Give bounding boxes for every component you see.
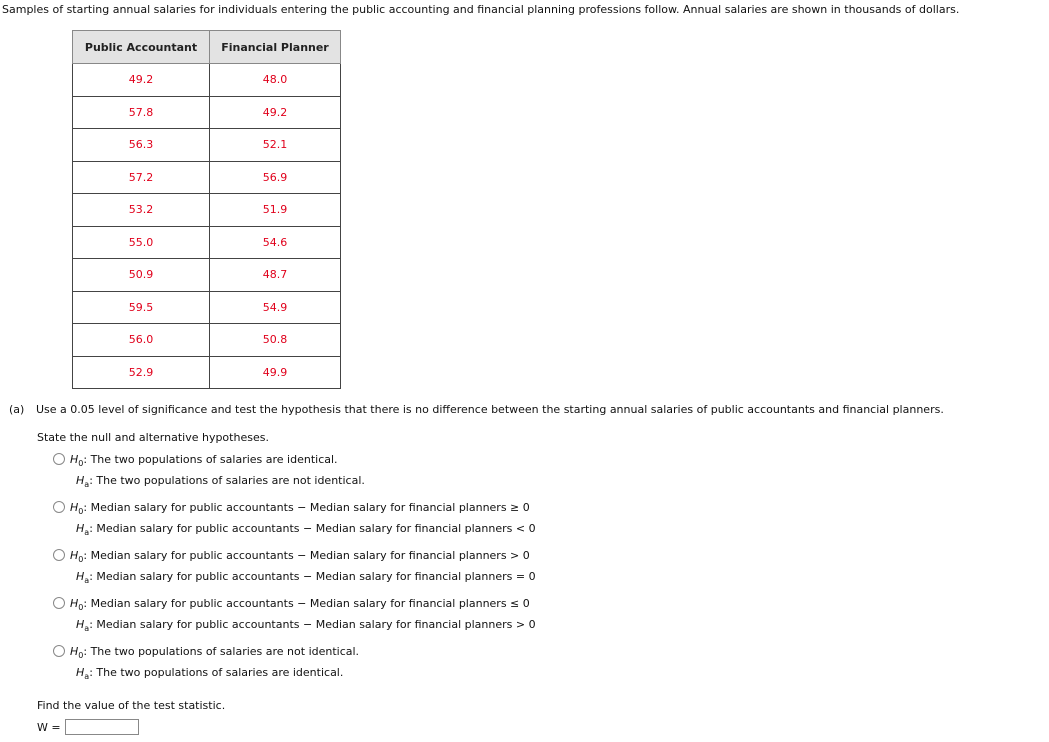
table-row — [73, 161, 341, 194]
financial-planner-value: 48.0 — [210, 64, 341, 97]
test-statistic-input[interactable] — [65, 719, 139, 735]
ha-subscript: a — [84, 624, 90, 633]
financial-planner-value: 52.1 — [210, 129, 341, 162]
public-accountant-value: 56.0 — [73, 324, 210, 357]
h0-subscript: 0 — [78, 651, 84, 660]
null-hypothesis-text: : The two populations of salaries are identical. — [83, 453, 338, 466]
h-symbol: H — [76, 522, 85, 535]
public-accountant-value: 50.9 — [73, 259, 210, 292]
header-financial-planner: Financial Planner — [210, 31, 341, 64]
table-row — [73, 129, 341, 162]
financial-planner-value: 51.9 — [210, 194, 341, 227]
financial-planner-value: 54.9 — [210, 291, 341, 324]
h0-subscript: 0 — [78, 603, 84, 612]
test-statistic-row — [37, 719, 139, 735]
table-row — [73, 96, 341, 129]
financial-planner-value: 48.7 — [210, 259, 341, 292]
financial-planner-value: 49.9 — [210, 356, 341, 389]
alternative-hypothesis-text: : The two populations of salaries are identical. — [89, 666, 344, 679]
h-symbol: H — [76, 570, 85, 583]
h0-subscript: 0 — [78, 555, 84, 564]
h-symbol: H — [76, 618, 85, 631]
h-symbol: H — [70, 645, 79, 658]
table-row — [73, 324, 341, 357]
part-a-text: Use a 0.05 level of significance and test the hypothesis that there is no difference between the starting annual salaries of public accountants and financial planners. — [36, 403, 944, 416]
part-a-question — [9, 403, 944, 416]
h-symbol: H — [76, 474, 85, 487]
h0-subscript: 0 — [78, 507, 84, 516]
null-hypothesis-text: : The two populations of salaries are not identical. — [83, 645, 360, 658]
w-label: W = — [37, 720, 61, 734]
h-symbol: H — [70, 501, 79, 514]
null-hypothesis-text: : Median salary for public accountants − Median salary for financial planners ≤ 0 — [83, 597, 530, 610]
header-public-accountant: Public Accountant — [73, 31, 210, 64]
radio-button-option-1[interactable] — [53, 453, 65, 465]
h-symbol: H — [70, 597, 79, 610]
h-symbol: H — [70, 549, 79, 562]
public-accountant-value: 55.0 — [73, 226, 210, 259]
alternative-hypothesis-text: : Median salary for public accountants − Median salary for financial planners > 0 — [89, 618, 536, 631]
salary-table — [72, 30, 341, 389]
h-symbol: H — [76, 666, 85, 679]
alternative-hypothesis-text: : Median salary for public accountants − Median salary for financial planners = 0 — [89, 570, 536, 583]
h0-subscript: 0 — [78, 459, 84, 468]
public-accountant-value: 53.2 — [73, 194, 210, 227]
financial-planner-value: 50.8 — [210, 324, 341, 357]
radio-button-option-2[interactable] — [53, 501, 65, 513]
ha-subscript: a — [84, 528, 90, 537]
table-row — [73, 356, 341, 389]
table-row — [73, 291, 341, 324]
table-row — [73, 64, 341, 97]
h-symbol: H — [70, 453, 79, 466]
radio-button-option-4[interactable] — [53, 597, 65, 609]
public-accountant-value: 56.3 — [73, 129, 210, 162]
financial-planner-value: 56.9 — [210, 161, 341, 194]
find-test-statistic-prompt: Find the value of the test statistic. — [37, 699, 226, 712]
part-a-label: (a) — [9, 403, 25, 416]
financial-planner-value: 49.2 — [210, 96, 341, 129]
alternative-hypothesis-text: : The two populations of salaries are not identical. — [89, 474, 365, 487]
public-accountant-value: 52.9 — [73, 356, 210, 389]
table-row — [73, 194, 341, 227]
ha-subscript: a — [84, 672, 90, 681]
table-row — [73, 226, 341, 259]
radio-button-option-5[interactable] — [53, 645, 65, 657]
radio-button-option-3[interactable] — [53, 549, 65, 561]
financial-planner-value: 54.6 — [210, 226, 341, 259]
null-hypothesis-text: : Median salary for public accountants − Median salary for financial planners ≥ 0 — [83, 501, 530, 514]
state-hypotheses-prompt: State the null and alternative hypotheses. — [37, 431, 269, 444]
null-hypothesis-text: : Median salary for public accountants − Median salary for financial planners > 0 — [83, 549, 530, 562]
public-accountant-value: 57.8 — [73, 96, 210, 129]
table-row — [73, 259, 341, 292]
ha-subscript: a — [84, 480, 90, 489]
alternative-hypothesis-text: : Median salary for public accountants − Median salary for financial planners < 0 — [89, 522, 536, 535]
problem-intro: Samples of starting annual salaries for individuals entering the public accounting and financial planning professions follow. Annual salaries are shown in thousands of dollars. — [2, 3, 960, 16]
public-accountant-value: 49.2 — [73, 64, 210, 97]
ha-subscript: a — [84, 576, 90, 585]
public-accountant-value: 57.2 — [73, 161, 210, 194]
public-accountant-value: 59.5 — [73, 291, 210, 324]
